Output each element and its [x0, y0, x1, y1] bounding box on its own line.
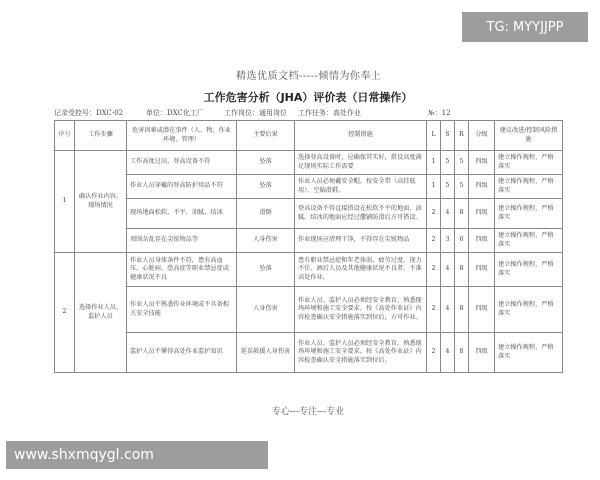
- doc-number: №：12: [428, 109, 451, 117]
- s-cell: 4: [441, 199, 455, 229]
- work-step: 确认作业内容、现场情况: [75, 151, 127, 253]
- col-header: R: [455, 121, 469, 151]
- row-number: 1: [55, 151, 75, 253]
- control-cell: 作业现场应清理干净，不得存在尖锐物品: [295, 229, 427, 253]
- watermark-top: TG: MYYJJPP: [462, 12, 588, 42]
- control-cell: 作业人员、监护人员必须经安全教育，熟悉现场环境和施工安全要求，按《高处作业证》内容检查确认安全措施落实到位后，方可作业。: [295, 287, 427, 333]
- consequence-cell: 人身伤害: [237, 287, 295, 333]
- control-cell: 登高设备不得直接搭设在松软不平的地面，油腻、结冰的地面应经过撒铺防滑后方可搭设。: [295, 199, 427, 229]
- level-cell: 四级: [469, 175, 495, 199]
- table-row: [55, 253, 563, 287]
- consequence-cell: 坠落: [237, 253, 295, 287]
- hazard-cell: 监护人员不懂得高处作业监护知识: [127, 333, 237, 373]
- advice-cell: 建立操作规程，严格落实: [495, 253, 563, 287]
- consequence-cell: 坠落: [237, 151, 295, 175]
- document-footer: 专心---专注---专业: [271, 407, 345, 417]
- r-cell: 5: [455, 151, 469, 175]
- row-number: 2: [55, 253, 75, 373]
- s-cell: 4: [441, 333, 455, 373]
- r-cell: 8: [455, 253, 469, 287]
- l-cell: 2: [427, 199, 441, 229]
- col-header: L: [427, 121, 441, 151]
- level-cell: 四级: [469, 287, 495, 333]
- unit: 单位：DXC化工厂: [146, 109, 204, 117]
- header-tag: 精选优质文档-----倾情为你奉上: [236, 71, 382, 82]
- advice-cell: 建立操作规程，严格落实: [495, 151, 563, 175]
- level-cell: 四级: [469, 253, 495, 287]
- consequence-cell: 滑倒: [237, 199, 295, 229]
- l-cell: 2: [427, 229, 441, 253]
- l-cell: 1: [427, 175, 441, 199]
- jha-table: [54, 120, 563, 373]
- hazard-cell: 周围杂乱存在尖锐物品等: [127, 229, 237, 253]
- advice-cell: 建立操作规程，严格落实: [495, 229, 563, 253]
- col-header: S: [441, 121, 455, 151]
- hazard-cell: 作业人员穿戴的登高防护用品不符: [127, 175, 237, 199]
- level-cell: 四级: [469, 151, 495, 175]
- col-header: 主要后果: [237, 121, 295, 151]
- consequence-cell: 延误救援人身伤害: [237, 333, 295, 373]
- l-cell: 2: [427, 287, 441, 333]
- post: 工作岗位：通用岗位: [224, 109, 287, 117]
- table-header-row: [55, 121, 563, 151]
- consequence-cell: 坠落: [237, 175, 295, 199]
- control-cell: 患有职业禁忌症和年老体弱、疲劳过度、视力不佳、酒后人员及其他健康状况不良者，不准高处作业。: [295, 253, 427, 287]
- s-cell: 4: [441, 253, 455, 287]
- meta-row: [54, 108, 562, 120]
- advice-cell: 建立操作规程，严格落实: [495, 175, 563, 199]
- level-cell: 四级: [469, 199, 495, 229]
- control-cell: 选择登高设备时，应确保其实好，搭设高度满足现场实际工作需要: [295, 151, 427, 175]
- control-cell: 作业人员、监护人员必须经安全教育，熟悉现场环境和施工安全要求，按《高处作业证》内容检查确认安全措施落实到位后。: [295, 333, 427, 373]
- l-cell: 1: [427, 151, 441, 175]
- r-cell: 5: [455, 175, 469, 199]
- watermark-bottom: www.shxmqygl.com: [6, 441, 268, 469]
- task: 工作任务：高处作业: [298, 109, 361, 117]
- advice-cell: 建立操作规程，严格落实: [495, 333, 563, 373]
- col-header: 工作步骤: [75, 121, 127, 151]
- hazard-cell: 现场地面松软、不平、油腻、结冰: [127, 199, 237, 229]
- col-header: 控制措施: [295, 121, 427, 151]
- r-cell: 8: [455, 333, 469, 373]
- col-header: 分级: [469, 121, 495, 151]
- level-cell: 四级: [469, 229, 495, 253]
- col-header: 建议改进/控制风险措施: [495, 121, 563, 151]
- consequence-cell: 人身伤害: [237, 229, 295, 253]
- r-cell: 8: [455, 199, 469, 229]
- l-cell: 2: [427, 333, 441, 373]
- table-row: [55, 199, 563, 229]
- advice-cell: 建立操作规程，严格落实: [495, 199, 563, 229]
- hazard-cell: 作业人员不熟悉作业环境或不具备相关安全技能: [127, 287, 237, 333]
- r-cell: 8: [455, 287, 469, 333]
- s-cell: 3: [441, 229, 455, 253]
- table-row: [55, 229, 563, 253]
- r-cell: 6: [455, 229, 469, 253]
- table-row: [55, 151, 563, 175]
- hazard-cell: 工作高度过高，登高设备不符: [127, 151, 237, 175]
- advice-cell: 建立操作规程，严格落实: [495, 287, 563, 333]
- table-row: [55, 175, 563, 199]
- document-title: 工作危害分析（JHA）评价表（日常操作）: [203, 91, 413, 104]
- control-cell: 作业人员必须戴安全帽，按安全带（高挂低用）、空脑滑鞋。: [295, 175, 427, 199]
- s-cell: 4: [441, 287, 455, 333]
- jha-document: [54, 62, 562, 432]
- work-step: 选择作业人员、监护人员: [75, 253, 127, 373]
- col-header: 序号: [55, 121, 75, 151]
- col-header: 危害因素或潜在事件（人、物、作业环境、管理）: [127, 121, 237, 151]
- s-cell: 5: [441, 175, 455, 199]
- level-cell: 四级: [469, 333, 495, 373]
- table-row: [55, 333, 563, 373]
- l-cell: 2: [427, 253, 441, 287]
- table-row: [55, 287, 563, 333]
- record-no: 记录受控号：DXC-02: [54, 109, 124, 117]
- s-cell: 5: [441, 151, 455, 175]
- hazard-cell: 作业人员身体条件不符，患有高血压、心脏病、恐高症等职业禁忌症或健康状况不良: [127, 253, 237, 287]
